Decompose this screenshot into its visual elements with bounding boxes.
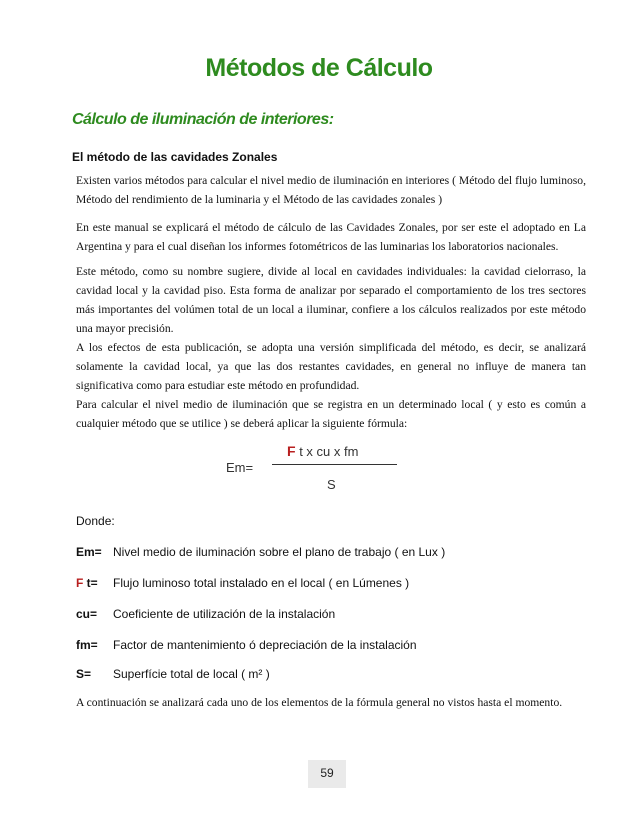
formula-lhs: Em=	[226, 460, 254, 475]
phi-symbol: F	[76, 576, 84, 590]
definition-term: cu=	[76, 607, 98, 621]
definition-desc: Coeficiente de utilización de la instalación	[113, 607, 336, 621]
definition-em	[76, 545, 596, 563]
definition-desc: Nivel medio de iluminación sobre el plano de trabajo ( en Lux )	[113, 545, 446, 559]
page-number: 59	[320, 766, 334, 780]
page-title: Métodos de Cálculo	[205, 54, 433, 82]
definition-term: fm=	[76, 638, 98, 652]
paragraph-formula-intro: Para calcular el nivel medio de iluminación que se registra en un determinado local ( y esto es común a cualquier método que se utilice ) se deberá aplicar la siguiente fórmula:	[76, 398, 586, 430]
definition-desc: Factor de mantenimiento ó depreciación de la instalación	[113, 638, 417, 652]
page-number-box	[308, 760, 346, 788]
definition-s	[76, 667, 596, 685]
donde-label: Donde:	[76, 514, 115, 528]
definition-desc: Superfície total de local ( m² )	[113, 667, 270, 681]
definition-fm	[76, 638, 596, 656]
illumination-formula	[0, 440, 638, 500]
paragraph-method: Este método, como su nombre sugiere, divide al local en cavidades individuales: la cavidad cielorraso, la cavidad local y la cavidad piso. Esta forma de analizar por separado el comportamiento de los tres sectores más importantes del volúmen total de un local a iluminar, confiere a los cálculos realizados por este método una mayor precisión.	[76, 265, 586, 335]
phi-symbol: F	[287, 443, 296, 459]
definition-term: Em=	[76, 545, 102, 559]
formula-numerator-text: t x cu x fm	[299, 444, 359, 459]
section-heading: El método de las cavidades Zonales	[72, 150, 278, 164]
subtitle: Cálculo de iluminación de interiores:	[72, 111, 334, 128]
formula-numerator	[287, 443, 358, 459]
definition-term: S=	[76, 667, 92, 681]
fraction-bar	[272, 464, 397, 465]
paragraph-manual: En este manual se explicará el método de cálculo de las Cavidades Zonales, por ser este el adoptado en La Argentina y para el cual diseñan los informes fotométricos de las luminarias los laboratorios nacionales.	[76, 221, 586, 253]
definition-term: F t=	[76, 576, 98, 590]
closing-paragraph: A continuación se analizará cada uno de los elementos de la fórmula general no vistos hasta el momento.	[76, 696, 563, 709]
definition-phi-t	[76, 576, 596, 594]
definition-desc: Flujo luminoso total instalado en el local ( en Lúmenes )	[113, 576, 410, 590]
paragraph-intro: Existen varios métodos para calcular el nivel medio de iluminación en interiores ( Método del flujo luminoso, Método del rendimiento de la luminaria y el Método de las cavidades zonales )	[76, 174, 586, 206]
definition-cu	[76, 607, 596, 625]
formula-denominator: S	[327, 477, 336, 492]
paragraph-simplified: A los efectos de esta publicación, se adopta una versión simplificada del método, es decir, se analizará solamente la cavidad local, ya que las dos restantes cavidades, en general no influye de manera tan significativa como para estudiar este método en profundidad.	[76, 341, 586, 392]
